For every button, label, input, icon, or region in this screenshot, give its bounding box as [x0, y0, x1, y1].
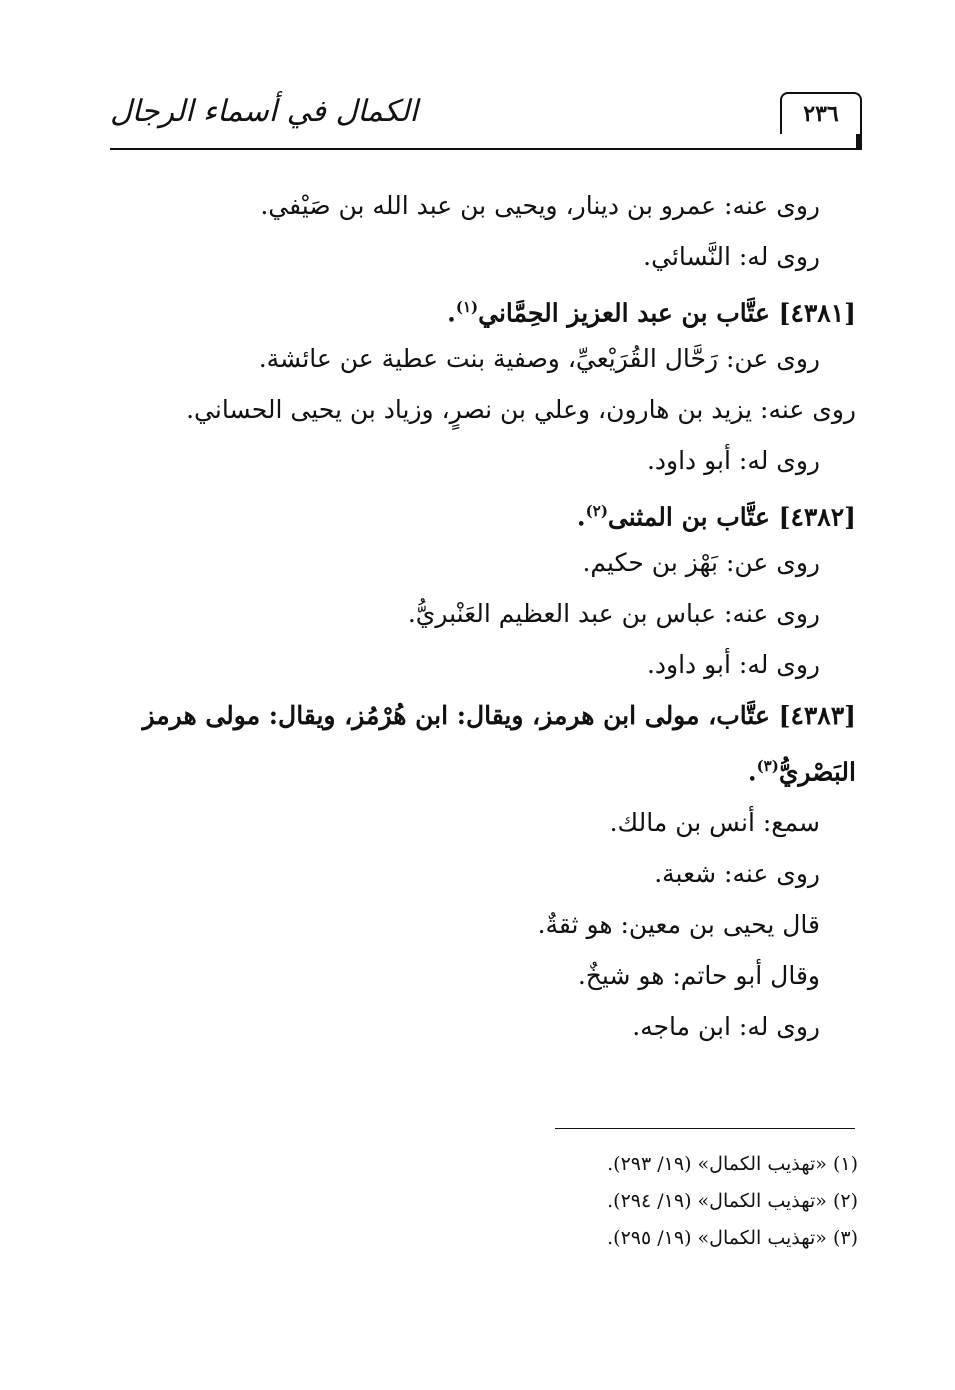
text-line: روى له: ابن ماجه.: [632, 1012, 820, 1042]
entry-name: عتَّاب، مولى ابن هرمز، ويقال: ابن هُرْمُز، ويقال: مولى هرمز البَصْريُّ: [142, 701, 856, 787]
footnote-ref: (٣): [756, 757, 779, 775]
entry-number: [٤٣٨١]: [778, 298, 856, 328]
page-body: [100, 180, 856, 1052]
footnotes: [158, 1146, 858, 1257]
text-line: روى له: أبو داود.: [646, 446, 820, 475]
entry-name: عتَّاب بن المثنى: [607, 502, 770, 532]
text-line: روى عن: بَهْز بن حكيم.: [582, 548, 820, 577]
header-rule: [110, 148, 862, 150]
text-line: قال يحيى بن معين: هو ثقةٌ.: [537, 910, 820, 940]
page-number-label: ٢٣٦: [803, 101, 839, 127]
text-line: روى عنه: شعبة.: [654, 859, 820, 889]
footnote-rule: [555, 1128, 855, 1129]
footnote-ref: (١): [455, 298, 479, 316]
entry-end: .: [447, 298, 456, 328]
entry-heading: [100, 282, 856, 333]
text-line: وقال أبو حاتم: هو شيخٌ.: [577, 961, 820, 991]
entry-end: .: [747, 757, 757, 787]
page-header: [110, 88, 862, 150]
text-line: روى عنه: عمرو بن دينار، ويحيى بن عبد الله بن صَيْفي.: [260, 191, 820, 220]
text-line: روى عن: رَحَّال القُرَيْعيِّ، وصفية بنت عطية عن عائشة.: [258, 344, 820, 373]
text-line: سمع: أنس بن مالك.: [609, 808, 820, 838]
footnote: (٢) «تهذيب الكمال» (١٩/ ٢٩٤).: [607, 1190, 858, 1212]
page-number: [780, 92, 862, 134]
entry-number: [٤٣٨٣]: [778, 701, 856, 730]
text-line: روى له: أبو داود.: [646, 650, 820, 679]
entry-name: عتَّاب بن عبد العزيز الحِمَّاني: [478, 298, 770, 328]
entry-heading: [100, 486, 856, 537]
footnote-ref: (٢): [585, 502, 608, 520]
entry-number: [٤٣٨٢]: [778, 502, 856, 532]
footnote: (١) «تهذيب الكمال» (١٩/ ٢٩٣).: [607, 1153, 858, 1175]
text-line: روى له: النَّسائي.: [643, 242, 820, 271]
text-line: روى عنه: عباس بن عبد العظيم العَنْبريُّ.: [407, 599, 820, 628]
entry-heading: [60, 690, 856, 797]
entry-end: .: [576, 502, 586, 532]
footnote: (٣) «تهذيب الكمال» (١٩/ ٢٩٥).: [607, 1227, 858, 1249]
running-title: الكمال في أسماء الرجال: [110, 94, 418, 129]
text-line: روى عنه: يزيد بن هارون، وعلي بن نصرٍ، وزياد بن يحيى الحساني.: [186, 395, 856, 424]
